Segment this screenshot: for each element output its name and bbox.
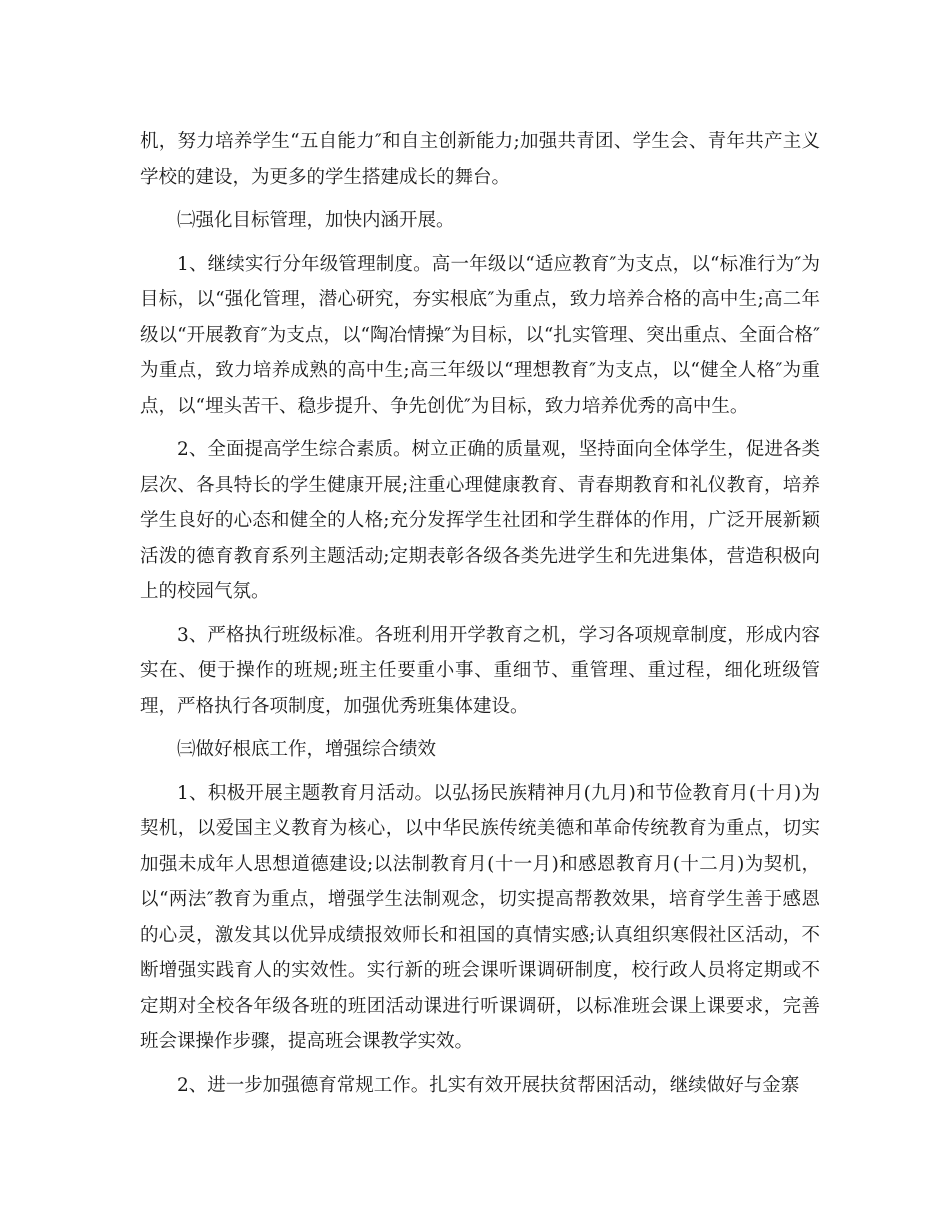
paragraph-student-quality: 2、全面提高学生综合素质。树立正确的质量观，坚持面向全体学生，促进各类层次、各具特长的学生健康开展;注重心理健康教育、青春期教育和礼仪教育，培养学生良好的心态和健全的人格;充分发挥学生社团和学生群体的作用，广泛开展新颖活泼的德育教育系列主题活动;定期表彰各级各类先进学生和先进集体，营造积极向上的校园气氛。 — [140, 439, 820, 602]
paragraph-class-standards: 3、严格执行班级标准。各班利用开学教育之机，学习各项规章制度，形成内容实在、便于操作的班规;班主任要重小事、重细节、重管理、重过程，细化班级管理，严格执行各项制度，加强优秀班集体建设。 — [140, 624, 820, 717]
paragraph-continuation: 机，努力培养学生“五自能力″和自主创新能力;加强共青团、学生会、青年共产主义学校的建设，为更多的学生搭建成长的舞台。 — [140, 131, 820, 188]
paragraph-moral-education-routine: 2、进一步加强德育常规工作。扎实有效开展扶贫帮困活动，继续做好与金寨 — [177, 1074, 800, 1096]
paragraph-grade-management: 1、继续实行分年级管理制度。高一年级以“适应教育″为支点，以“标准行为″为目标，以“强化管理，潜心研究，夯实根底″为重点，致力培养合格的高中生;高二年级以“开展教育″为支点，以“陶冶情操″为目标，以“扎实管理、突出重点、全面合格″为重点，致力培养成熟的高中生;高三年级以“理想教育″为支点，以“健全人格″为重点，以“埋头苦干、稳步提升、争先创优″为目标，致力培养优秀的高中生。 — [140, 253, 820, 417]
section-heading-2: ㈡强化目标管理，加快内涵开展。 — [177, 210, 455, 231]
section-heading-3: ㈢做好根底工作，增强综合绩效 — [177, 739, 437, 760]
paragraph-theme-education-month: 1、积极开展主题教育月活动。以弘扬民族精神月(九月)和节俭教育月(十月)为契机，以爱国主义教育为核心，以中华民族传统美德和革命传统教育为重点，切实加强未成年人思想道德建设;以法制教育月(十一月)和感恩教育月(十二月)为契机，以“两法″教育为重点，增强学生法制观念，切实提高帮教效果，培育学生善于感恩的心灵，激发其以优异成绩报效师长和祖国的真情实感;认真组织寒假社区活动，不断增强实践育人的实效性。实行新的班会课听课调研制度，校行政人员将定期或不定期对全校各年级各班的班团活动课进行听课调研，以标准班会课上课要求，完善班会课操作步骤，提高班会课教学实效。 — [140, 782, 820, 1052]
document-body — [140, 124, 820, 1111]
